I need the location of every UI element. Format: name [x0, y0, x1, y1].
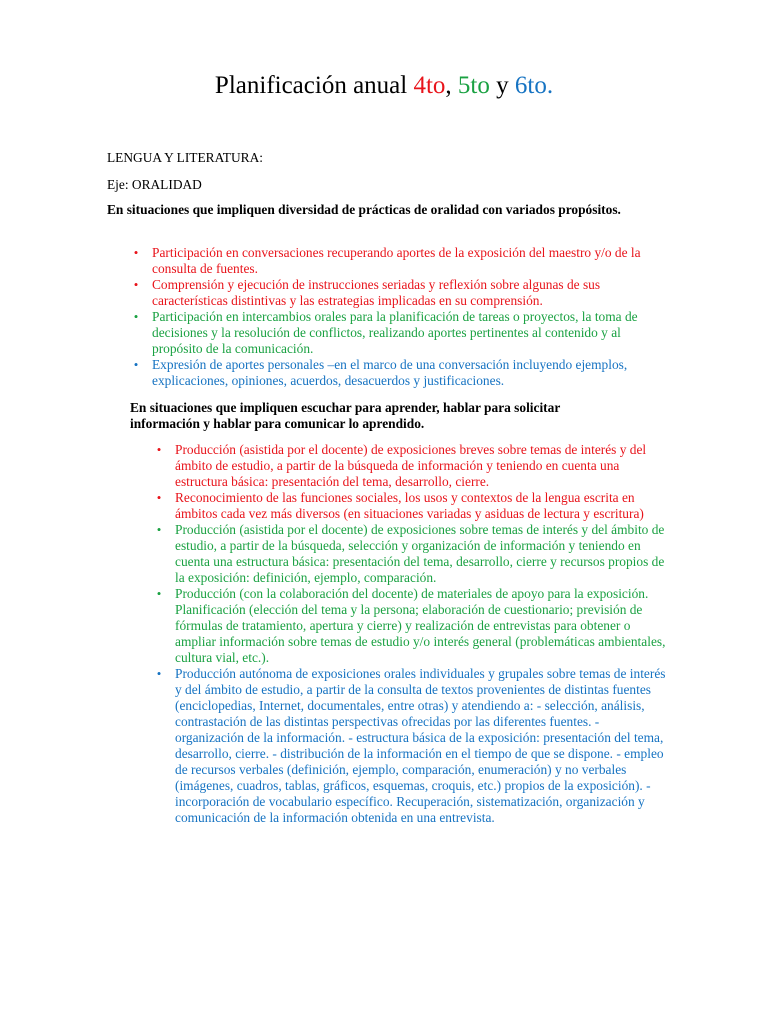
list-item-text: Comprensión y ejecución de instrucciones seriadas y reflexión sobre algunas de sus características distintivas y las estrategias implicadas en su comprensión. [152, 277, 601, 308]
bullet-icon: • [156, 442, 162, 457]
title-grade-5: 5to [457, 72, 490, 99]
list-item [133, 357, 662, 389]
list-item [133, 245, 662, 277]
section2-heading: En situaciones que impliquen escuchar para aprender, hablar para solicitar información y hablar para comunicar lo aprendido. [130, 400, 561, 431]
bullet-icon: • [133, 277, 139, 292]
title-separator: y [489, 72, 515, 99]
bullet-icon: • [156, 586, 162, 601]
axis-heading: Eje: ORALIDAD [107, 177, 202, 192]
title-prefix: Planificación anual [214, 72, 414, 99]
title-grade-4: 4to [413, 72, 446, 99]
list-item [156, 586, 667, 666]
section1-heading: En situaciones que impliquen diversidad de prácticas de oralidad con variados propósitos. [107, 202, 621, 217]
bullet-icon: • [156, 522, 162, 537]
list-item-text: Producción (asistida por el docente) de exposiciones sobre temas de interés y del ámbito de estudio, a partir de la búsqueda, selección y organización de información y teniendo en cuenta una estructura básica: presentación del tema, desarrollo, cierre y recursos propios de la exposición: definición, ejemplo, comparación. [175, 522, 665, 585]
list-item [156, 490, 667, 522]
list-item [156, 666, 667, 826]
list-item-text: Expresión de aportes personales –en el marco de una conversación incluyendo ejemplos, explicaciones, opiniones, acuerdos, desacuerdos y justificaciones. [152, 357, 628, 388]
page-title [0, 70, 768, 102]
bullet-icon: • [156, 490, 162, 505]
list-item [133, 309, 662, 357]
section1-list [133, 245, 662, 389]
bullet-icon: • [133, 309, 139, 324]
list-item [133, 277, 662, 309]
bullet-icon: • [156, 666, 162, 681]
list-item-text: Producción (asistida por el docente) de exposiciones breves sobre temas de interés y del ámbito de estudio, a partir de la búsqueda de información y teniendo en cuenta una estructura básica: presentación del tema, desarrollo, cierre. [175, 442, 647, 489]
subject-heading: LENGUA Y LITERATURA: [107, 150, 263, 165]
list-item-text: Participación en conversaciones recuperando aportes de la exposición del maestro y/o de la consulta de fuentes. [152, 245, 641, 276]
list-item-text: Producción (con la colaboración del docente) de materiales de apoyo para la exposición. Planificación (elección del tema y la persona; elaboración de cuestionario; previsión de fórmulas de tratamiento, apertura y cierre) y realización de entrevistas para obtener o ampliar información sobre temas de estudio y/o interés general (problemáticas ambientales, cultura vial, etc.). [175, 586, 666, 665]
title-grade-6: 6to. [514, 72, 554, 99]
list-item-text: Participación en intercambios orales para la planificación de tareas o proyectos, la toma de decisiones y la resolución de conflictos, realizando aportes pertinentes al contenido y al propósito de la comunicación. [152, 309, 638, 356]
bullet-icon: • [133, 357, 139, 372]
list-item [156, 522, 667, 586]
section2-list [156, 442, 667, 826]
title-separator: , [445, 72, 452, 99]
list-item-text: Producción autónoma de exposiciones orales individuales y grupales sobre temas de interés y del ámbito de estudio, a partir de la consulta de textos provenientes de distintas fuentes (enciclopedias, Internet, documentales, entre otras) y atendiendo a: - selección, análisis, contrastación de las distintas perspectivas ofrecidas por las diferentes fuentes. - organización de la información. - estructura básica de la exposición: presentación del tema, desarrollo, cierre. - distribución de la información en el tiempo de que se dispone. - empleo de recursos verbales (definición, ejemplo, comparación, enumeración) y no verbales (imágenes, cuadros, tablas, gráficos, esquemas, croquis, etc.) propios de la exposición). - incorporación de vocabulario específico. Recuperación, sistematización, organización y comunicación de la información obtenida en una entrevista. [175, 666, 666, 825]
list-item-text: Reconocimiento de las funciones sociales, los usos y contextos de la lengua escrita en ámbitos cada vez más diversos (en situaciones variadas y asiduas de lectura y escritura) [175, 490, 644, 521]
list-item [156, 442, 667, 490]
bullet-icon: • [133, 245, 139, 260]
